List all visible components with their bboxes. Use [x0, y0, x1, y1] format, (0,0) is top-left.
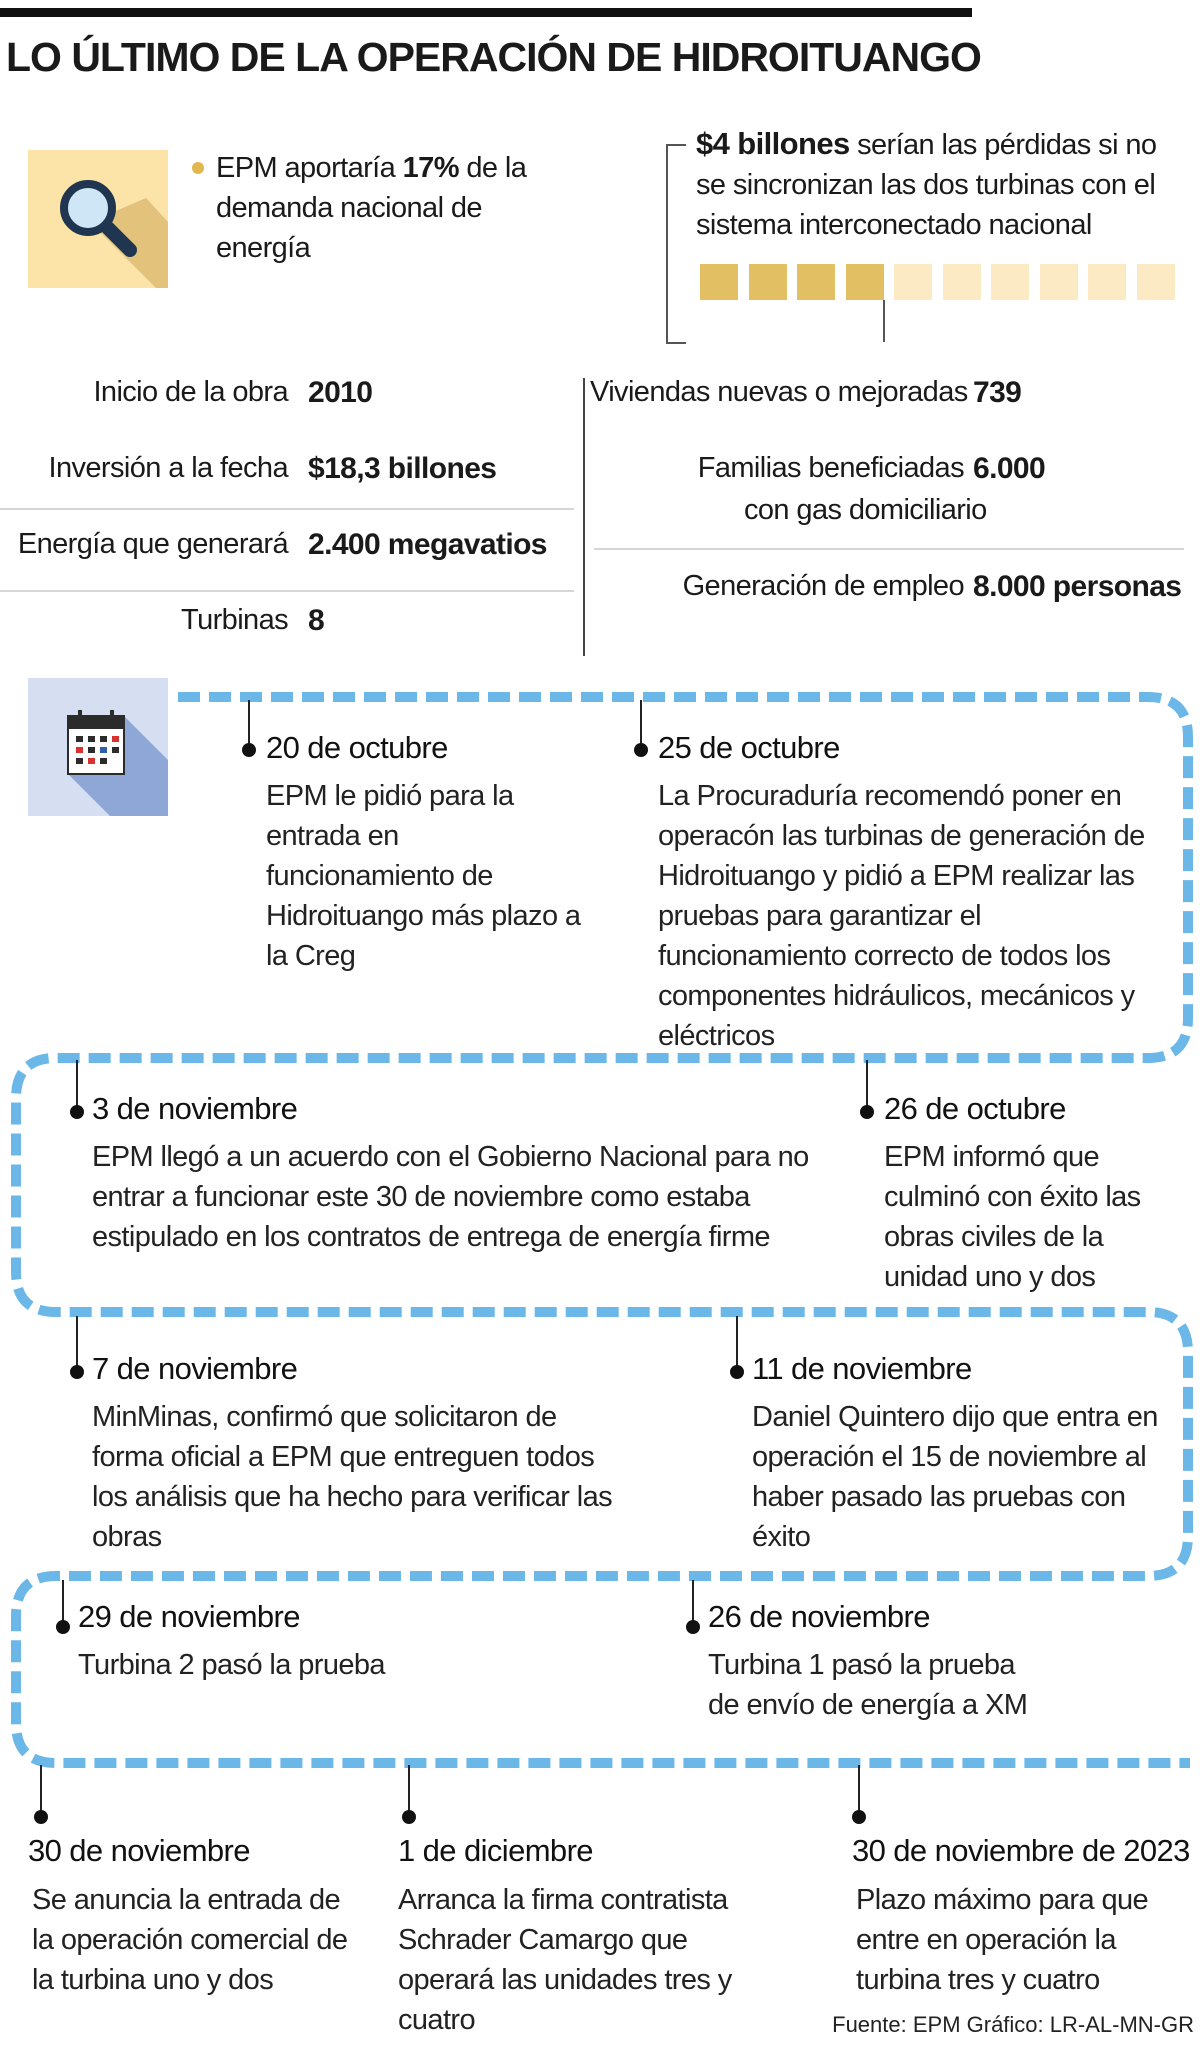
event-dot — [70, 1105, 84, 1119]
stat-label: Generación de empleo — [682, 570, 964, 602]
event-date: 30 de noviembre de 2023 — [852, 1833, 1190, 1868]
stat-label: Familias beneficiadas — [697, 452, 964, 484]
highlight-left-post: de la demanda nacional de energía — [216, 152, 527, 264]
stat-label: Inicio de la obra — [93, 376, 288, 408]
stat-label: Inversión a la fecha — [48, 452, 288, 484]
event-dot — [860, 1105, 874, 1119]
event-date: 26 de octubre — [884, 1091, 1066, 1126]
highlight-right-desc: serían las pérdidas si no se sincronizan las dos turbinas con el sistema interconectado nacional — [696, 129, 1157, 241]
stat-value: 6.000 — [973, 452, 1046, 485]
event-date: 30 de noviembre — [28, 1833, 250, 1868]
event-dot — [634, 743, 648, 757]
event-text: Turbina 1 pasó la prueba de envío de energía a XM — [708, 1649, 1028, 1721]
stat-label: Turbinas — [181, 604, 288, 636]
event-stem — [692, 1580, 694, 1622]
event-stem — [76, 1060, 78, 1110]
event-stem — [408, 1765, 410, 1813]
event-text: La Procuraduría recomendó poner en operacón las turbinas de generación de Hidroituango y pidió a EPM realizar las pruebas para garantizar el funcionamiento correcto de todos los componentes hidráulicos, mecánicos y eléctricos — [658, 780, 1145, 1052]
event-date: 26 de noviembre — [708, 1599, 930, 1634]
event-date: 11 de noviembre — [752, 1351, 972, 1386]
event-dot — [730, 1365, 744, 1379]
event-date: 1 de diciembre — [398, 1833, 593, 1868]
event-text: Plazo máximo para que entre en operación la turbina tres y cuatro — [856, 1884, 1149, 1996]
event-dot — [686, 1620, 700, 1634]
stat-value: 8 — [308, 604, 325, 637]
event-stem — [866, 1060, 868, 1110]
event-date: 29 de noviembre — [78, 1599, 300, 1634]
event-text: EPM llegó a un acuerdo con el Gobierno Nacional para no entrar a funcionar este 30 de noviembre como estaba estipulado en los contratos de entrega de energía firme — [92, 1141, 809, 1253]
event-dot — [852, 1810, 866, 1824]
event-text: Turbina 2 pasó la prueba — [78, 1649, 385, 1681]
source-credit: Fuente: EPM Gráfico: LR-AL-MN-GR — [832, 2012, 1194, 2037]
highlight-left-bold: 17% — [402, 152, 459, 184]
event-dot — [402, 1810, 416, 1824]
event-text: EPM le pidió para la entrada en funcionamiento de Hidroituango más plazo a la Creg — [266, 780, 581, 972]
event-date: 7 de noviembre — [92, 1351, 298, 1386]
event-text: Se anuncia la entrada de la operación comercial de la turbina uno y dos — [32, 1884, 348, 1996]
highlight-left-pre: EPM aportaría — [216, 152, 403, 184]
page-title: LO ÚLTIMO DE LA OPERACIÓN DE HIDROITUANGO — [6, 34, 981, 80]
event-dot — [56, 1620, 70, 1634]
highlight-right-amount: $4 billones — [696, 126, 850, 161]
stat-value: 8.000 personas — [973, 570, 1182, 603]
stat-value: $18,3 billones — [308, 452, 497, 485]
stat-label: Energía que generará — [17, 528, 288, 560]
event-stem — [62, 1580, 64, 1622]
stat-label-secondary: con gas domiciliario — [744, 494, 987, 526]
stat-value: 739 — [973, 376, 1022, 409]
event-date: 25 de octubre — [658, 730, 840, 765]
event-text: MinMinas, confirmó que solicitaron de forma oficial a EPM que entreguen todos los análisis que ha hecho para verificar las obras — [92, 1401, 613, 1553]
event-text: Daniel Quintero dijo que entra en operación el 15 de noviembre al haber pasado las pruebas con éxito — [752, 1401, 1158, 1553]
stat-value: 2.400 megavatios — [308, 528, 547, 561]
event-stem — [858, 1765, 860, 1813]
event-text: Arranca la firma contratista Schrader Camargo que operará las unidades tres y cuatro — [398, 1884, 732, 2036]
event-stem — [40, 1765, 42, 1813]
stat-value: 2010 — [308, 376, 373, 409]
event-date: 3 de noviembre — [92, 1091, 298, 1126]
event-dot — [70, 1365, 84, 1379]
stat-label: Viviendas nuevas o mejoradas — [590, 376, 968, 408]
event-date: 20 de octubre — [266, 730, 448, 765]
event-dot — [34, 1810, 48, 1824]
event-stem — [76, 1316, 78, 1368]
event-text: EPM informó que culminó con éxito las obras civiles de la unidad uno y dos — [884, 1141, 1141, 1293]
event-stem — [736, 1316, 738, 1368]
event-dot — [242, 743, 256, 757]
